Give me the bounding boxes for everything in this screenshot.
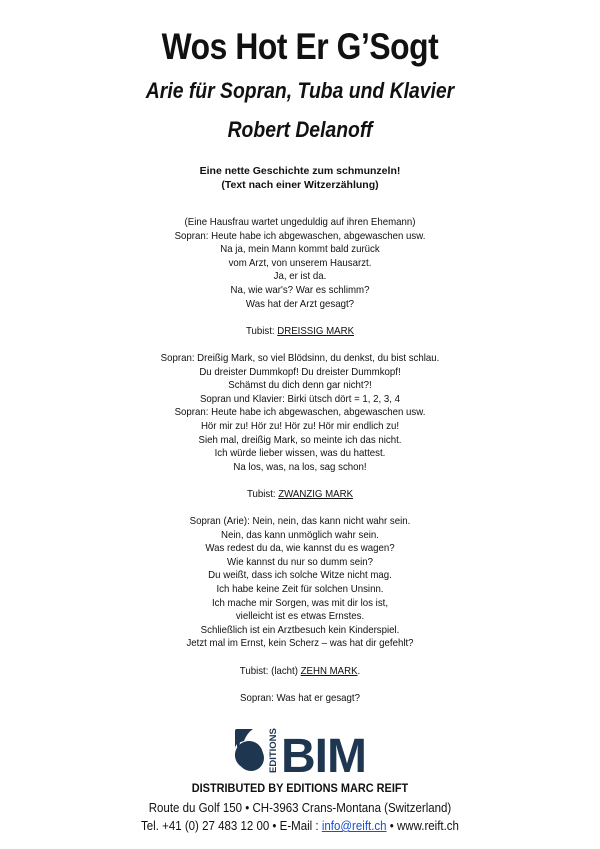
- lyric-line: Ja, er ist da.: [273, 270, 327, 283]
- lyric-line: Hör mir zu! Hör zu! Hör zu! Hör mir endlich zu!: [200, 419, 400, 432]
- lyric-line: Ich würde lieber wissen, was du hattest.: [214, 447, 386, 460]
- address-line: Route du Golf 150 • CH-3963 Crans-Montana (Switzerland): [148, 801, 452, 815]
- tubist-line-2: [24, 488, 576, 502]
- lyric-line: vielleicht ist es etwas Ernstes.: [235, 610, 365, 623]
- editions-bim-logo: [233, 727, 373, 775]
- lyric-line: Was redest du da, wie kannst du es wagen?: [205, 542, 395, 555]
- lyric-line: Du dreister Dummkopf! Du dreister Dummkopf!: [199, 365, 401, 378]
- email-link[interactable]: info@reift.ch: [321, 819, 387, 833]
- lyric-line: Nein, das kann unmöglich wahr sein.: [221, 528, 379, 541]
- lyrics-block-2: [24, 352, 576, 474]
- tubist-prefix: Tubist:: [245, 324, 278, 337]
- lyric-line: Was hat der Arzt gesagt?: [245, 297, 355, 310]
- tubist-prefix: Tubist:: [246, 487, 279, 500]
- lyrics-block-1: [24, 216, 576, 311]
- distributor-line: DISTRIBUTED BY EDITIONS MARC REIFT: [191, 783, 409, 795]
- tubist-line-1: [24, 325, 576, 339]
- lyric-line: Schließlich ist ein Arztbesuch kein Kinderspiel.: [200, 623, 400, 636]
- composer-name: Robert Delanoff: [227, 117, 373, 142]
- tubist-answer: DREISSIG MARK: [277, 324, 355, 337]
- tubist-answer: ZWANZIG MARK: [278, 487, 354, 500]
- lyrics-block-3: [24, 515, 576, 651]
- logo-brand-text: BIM: [281, 730, 366, 775]
- contact-website: • www.reift.ch: [386, 819, 459, 833]
- lyric-line: Sopran: Heute habe ich abgewaschen, abgewaschen usw.: [174, 229, 426, 242]
- lyric-line: Du weißt, dass ich solche Witze nicht mag.: [208, 569, 392, 582]
- lyric-line: Sopran (Arie): Nein, nein, das kann nicht wahr sein.: [189, 515, 411, 528]
- lyric-line: Ich habe keine Zeit für solchen Unsinn.: [216, 583, 384, 596]
- tubist-line-3: [24, 665, 576, 679]
- lyric-line: (Eine Hausfrau wartet ungeduldig auf ihren Ehemann): [184, 216, 416, 228]
- tubist-prefix: Tubist: (lacht): [239, 664, 301, 677]
- final-line: Sopran: Was hat er gesagt?: [240, 691, 360, 704]
- lyric-line: Na los, was, na los, sag schon!: [233, 460, 367, 473]
- intro-note: [0, 164, 600, 192]
- logo-editions-text: EDITIONS: [268, 728, 279, 773]
- lyric-line: Sopran: Dreißig Mark, so viel Blödsinn, du denkst, du bist schlau.: [160, 351, 440, 364]
- lyric-line: Sopran: Heute habe ich abgewaschen, abgewaschen usw.: [174, 406, 426, 419]
- lyric-line: Sopran und Klavier: Birki ütsch dört = 1, 2, 3, 4: [199, 392, 401, 405]
- lyric-line: Sieh mal, dreißig Mark, so meinte ich das nicht.: [198, 433, 402, 446]
- contact-phone: Tel. +41 (0) 27 483 12 00 • E-Mail :: [141, 819, 322, 833]
- page-subtitle: Arie für Sopran, Tuba und Klavier: [145, 78, 455, 103]
- lyric-line: Wie kannst du nur so dumm sein?: [226, 555, 374, 568]
- page-title: Wos Hot Er G’Sogt: [161, 26, 439, 67]
- lyrics-text: [24, 216, 576, 705]
- tubist-answer: ZEHN MARK: [300, 664, 358, 677]
- intro-line: (Text nach einer Witzerzählung): [221, 179, 379, 191]
- lyric-line: Schämst du dich denn gar nicht?!: [228, 379, 372, 392]
- contact-line: [24, 819, 576, 833]
- tubist-suffix: .: [357, 664, 361, 677]
- lyric-line: vom Arzt, von unserem Hausarzt.: [228, 256, 372, 269]
- lyric-line: Jetzt mal im Ernst, kein Scherz – was hat dir gefehlt?: [186, 637, 414, 650]
- lyric-line: Na ja, mein Mann kommt bald zurück: [220, 243, 380, 256]
- lyric-line: Ich mache mir Sorgen, was mit dir los ist,: [211, 596, 389, 609]
- intro-line: Eine nette Geschichte zum schmunzeln!: [199, 165, 401, 177]
- lyric-line: Na, wie war's? War es schlimm?: [230, 283, 370, 296]
